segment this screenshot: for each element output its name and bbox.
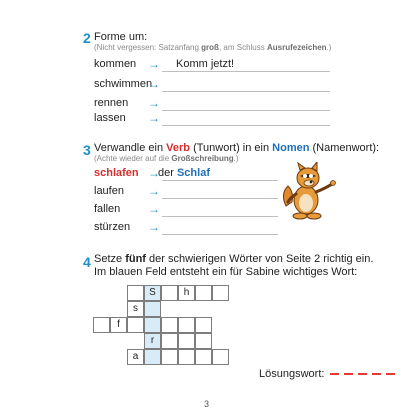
crossword-cell[interactable] — [212, 349, 229, 365]
crossword-cell[interactable] — [161, 317, 178, 333]
crossword-cell-solution[interactable] — [144, 317, 161, 333]
crossword-cell[interactable] — [127, 317, 144, 333]
crossword-cell[interactable] — [161, 285, 178, 301]
arrow-icon: → — [148, 57, 160, 71]
answer-line[interactable] — [162, 216, 278, 217]
fox-mascot-illustration — [278, 162, 340, 222]
row-answer: der Schlaf — [158, 167, 210, 179]
answer-line[interactable] — [162, 91, 330, 92]
crossword-cell[interactable]: f — [110, 317, 127, 333]
crossword-cell[interactable] — [178, 349, 195, 365]
exercise-2-hint: (Nicht vergessen: Satzanfang groß, am Schluss Ausrufezeichen.) — [94, 43, 332, 52]
arrow-icon: → — [148, 111, 160, 125]
answer-line[interactable] — [162, 234, 278, 235]
crossword-cell[interactable]: a — [127, 349, 144, 365]
arrow-icon: → — [148, 202, 160, 216]
exercise-2-row — [94, 58, 334, 74]
arrow-icon: → — [148, 166, 160, 180]
exercise-2-number: 2 — [83, 30, 91, 46]
solution-blank[interactable] — [330, 373, 339, 375]
crossword-cell[interactable] — [178, 317, 195, 333]
crossword-cell[interactable] — [195, 333, 212, 349]
exercise-3-row — [94, 167, 284, 183]
crossword-cell[interactable] — [93, 317, 110, 333]
solution-blank[interactable] — [372, 373, 381, 375]
row-word: schwimmen — [94, 78, 153, 90]
row-answer: Komm jetzt! — [176, 58, 235, 70]
crossword-cell[interactable] — [195, 285, 212, 301]
crossword-cell-solution[interactable]: r — [144, 333, 161, 349]
solution-blank[interactable] — [358, 373, 367, 375]
row-word: rennen — [94, 97, 129, 109]
exercise-2-rows — [94, 58, 334, 128]
exercise-4-number: 4 — [83, 254, 91, 270]
exercise-3-rows — [94, 167, 284, 237]
answer-line[interactable] — [162, 110, 330, 111]
exercise-2-row — [94, 112, 334, 128]
row-word: lassen — [94, 112, 126, 124]
answer-line[interactable] — [162, 125, 330, 126]
row-word: fallen — [94, 203, 121, 215]
arrow-icon: → — [148, 220, 160, 234]
crossword-cell[interactable] — [161, 349, 178, 365]
exercise-3-row — [94, 221, 284, 237]
row-word: schlafen — [94, 167, 139, 179]
crossword-cell[interactable] — [127, 285, 144, 301]
crossword-cell-solution[interactable]: S — [144, 285, 161, 301]
answer-line[interactable] — [162, 198, 278, 199]
answer-line[interactable] — [162, 71, 330, 72]
exercise-4-instruction: Setze fünf der schwierigen Wörter von Seite 2 richtig ein. — [94, 253, 374, 265]
row-word: kommen — [94, 58, 137, 70]
crossword-cell-solution[interactable] — [144, 349, 161, 365]
row-word: laufen — [94, 185, 124, 197]
crossword-cell[interactable]: s — [127, 301, 144, 317]
crossword-cell[interactable] — [195, 349, 212, 365]
solution-word-label: Lösungswort: — [259, 368, 325, 380]
crossword-cell[interactable]: h — [178, 285, 195, 301]
exercise-3-title: Verwandle ein Verb (Tunwort) in ein Nomen (Namenwort): — [94, 142, 380, 154]
exercise-2-row — [94, 97, 334, 113]
arrow-icon: → — [148, 184, 160, 198]
solution-word-row — [259, 368, 395, 380]
exercise-3-row — [94, 203, 284, 219]
solution-blank[interactable] — [344, 373, 353, 375]
solution-blank[interactable] — [386, 373, 395, 375]
arrow-icon: → — [148, 96, 160, 110]
answer-line[interactable] — [162, 180, 278, 181]
exercise-3-number: 3 — [83, 142, 91, 158]
crossword-cell[interactable] — [195, 317, 212, 333]
exercise-2-row — [94, 78, 334, 94]
exercise-2-title: Forme um: — [94, 31, 148, 43]
crossword-cell[interactable] — [178, 333, 195, 349]
crossword-cell[interactable] — [212, 285, 229, 301]
row-word: stürzen — [94, 221, 131, 233]
arrow-icon: → — [148, 77, 160, 91]
exercise-3-hint: (Achte wieder auf die Großschreibung.) — [94, 154, 239, 163]
page-number: 3 — [204, 399, 210, 409]
exercise-4-instruction-line-2: Im blauen Feld entsteht ein für Sabine wichtiges Wort: — [94, 266, 358, 278]
crossword-cell-solution[interactable] — [144, 301, 161, 317]
crossword-cell[interactable] — [161, 333, 178, 349]
exercise-3-row — [94, 185, 284, 201]
